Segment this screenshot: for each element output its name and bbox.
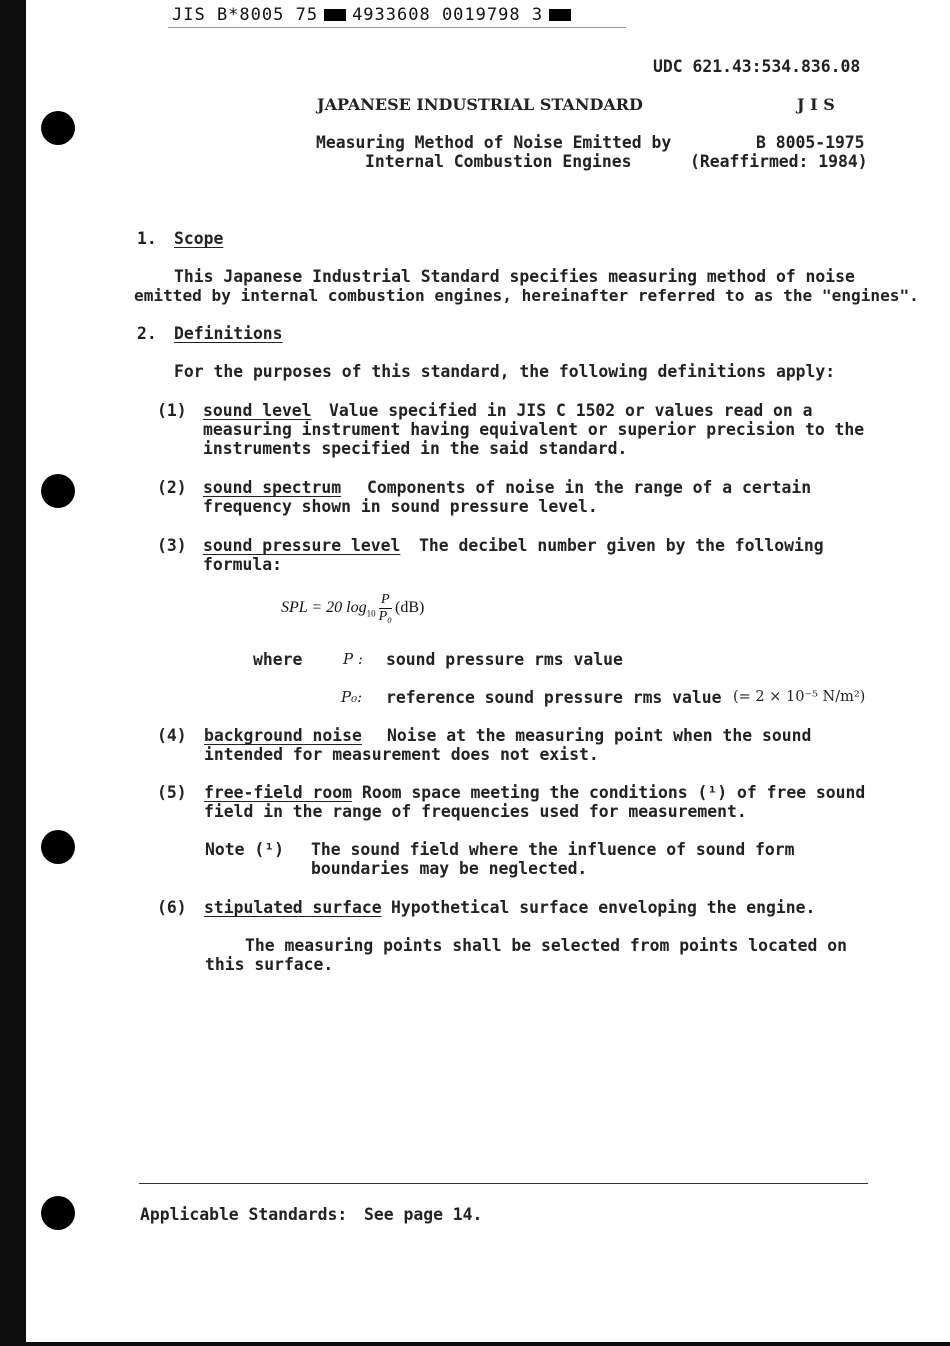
definition-number: (6) (157, 898, 187, 917)
definitions-heading: Definitions (174, 324, 283, 343)
definition-text: measuring instrument having equivalent or superior precision to the (203, 420, 865, 439)
stamp-underline (168, 27, 626, 28)
definition-text: formula: (203, 555, 282, 574)
note-label: Note (¹) (205, 840, 284, 859)
definition-text: frequency shown in sound pressure level. (203, 497, 598, 516)
punch-hole (41, 474, 75, 508)
stamp-left-code: JIS B*8005 75 (172, 5, 319, 25)
formula-lhs: SPL = 20 log (281, 599, 367, 617)
measuring-points-text: this surface. (205, 955, 334, 974)
definition-number: (2) (157, 478, 187, 497)
p0-value: (= 2 × 10⁻⁵ N/m²) (733, 689, 866, 705)
definition-text: The decibel number given by the following (419, 536, 824, 555)
definition-term: free-field room (204, 783, 353, 802)
section-number: 2. (137, 324, 157, 343)
definition-number: (3) (157, 536, 187, 555)
note-text: boundaries may be neglected. (311, 859, 588, 878)
reaffirmed-date: (Reaffirmed: 1984) (690, 152, 868, 171)
udc-code: UDC 621.43:534.836.08 (653, 57, 861, 76)
definition-text: Noise at the measuring point when the sound (387, 726, 812, 745)
document-stamp (172, 5, 577, 25)
p-description: sound pressure rms value (386, 650, 623, 669)
punch-hole (41, 830, 75, 864)
applicable-standards-reference: See page 14. (364, 1205, 483, 1224)
definition-text: Components of noise in the range of a certain (367, 478, 812, 497)
p-symbol: P : (343, 650, 363, 668)
title-line-1: Measuring Method of Noise Emitted by (316, 133, 672, 152)
scope-heading: Scope (174, 229, 224, 248)
jis-mark: J I S (797, 95, 835, 114)
punch-hole (41, 111, 75, 145)
note-text: The sound field where the influence of sound form (311, 840, 795, 859)
where-label: where (253, 650, 303, 669)
section-number: 1. (137, 229, 157, 248)
definition-term: sound level (203, 401, 312, 420)
spl-formula (281, 592, 424, 625)
organization-title: JAPANESE INDUSTRIAL STANDARD (317, 95, 643, 114)
punch-hole (41, 1196, 75, 1230)
formula-log-base: 10 (366, 608, 376, 619)
definition-text: intended for measurement does not exist. (204, 745, 599, 764)
formula-fraction (379, 592, 392, 625)
scope-text-line-2: emitted by internal combustion engines, hereinafter referred to as the "engines". (134, 286, 919, 305)
definition-text: instruments specified in the said standard. (203, 439, 628, 458)
scan-bottom-border (0, 1342, 950, 1346)
definition-number: (5) (157, 783, 187, 802)
p0-symbol: P₀: (341, 688, 363, 706)
stamp-right-code: 4933608 0019798 3 (352, 5, 544, 25)
scope-text-line-1: This Japanese Industrial Standard specifies measuring method of noise (174, 267, 855, 286)
definition-number: (4) (157, 726, 187, 745)
definition-term: sound spectrum (203, 478, 342, 497)
definitions-intro: For the purposes of this standard, the following definitions apply: (174, 362, 836, 381)
definition-number: (1) (157, 401, 187, 420)
standard-number: B 8005-1975 (756, 133, 865, 152)
definition-text: Hypothetical surface enveloping the engine. (391, 898, 816, 917)
title-line-2: Internal Combustion Engines (365, 152, 632, 171)
definition-term: sound pressure level (203, 536, 401, 555)
stamp-block (324, 9, 346, 21)
stamp-block (549, 9, 571, 21)
scan-left-border (0, 0, 26, 1346)
formula-unit: (dB) (395, 599, 425, 617)
definition-text: Room space meeting the conditions (¹) of free sound (362, 783, 866, 802)
definition-text: Value specified in JIS C 1502 or values read on a (329, 401, 813, 420)
measuring-points-text: The measuring points shall be selected from points located on (245, 936, 847, 955)
footer-divider (139, 1183, 868, 1184)
formula-denominator: P₀ (378, 609, 393, 624)
formula-numerator: P (379, 592, 392, 609)
applicable-standards-label: Applicable Standards: (140, 1205, 348, 1224)
p0-description: reference sound pressure rms value (386, 688, 722, 707)
definition-text: field in the range of frequencies used for measurement. (204, 802, 747, 821)
definition-term: background noise (204, 726, 362, 745)
definition-term: stipulated surface (204, 898, 382, 917)
